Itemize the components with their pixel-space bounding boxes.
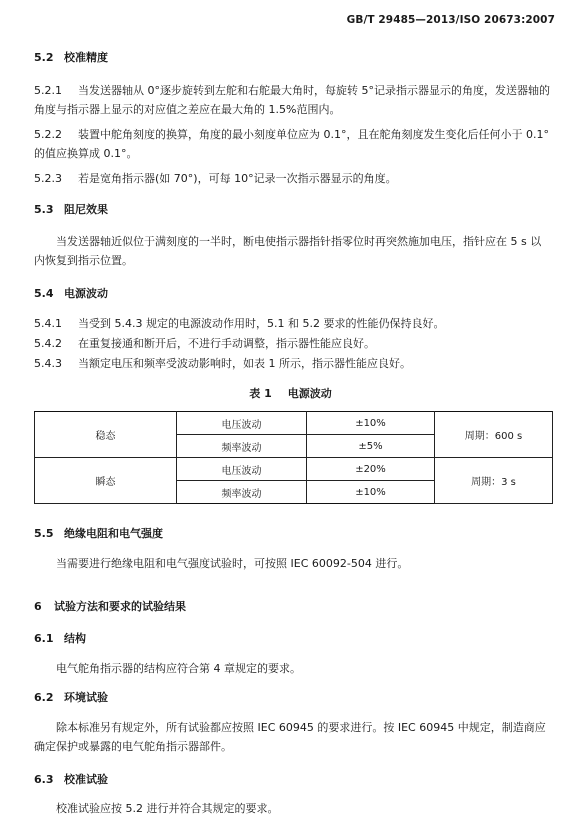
section-heading-6-3	[34, 771, 108, 787]
clause-number: 5.4.2	[34, 337, 62, 350]
standard-header: GB/T 29485—2013/ISO 20673:2007	[346, 14, 555, 26]
clause-text: 在重复接通和断开后，不进行手动调整，指示器性能应良好。	[78, 337, 375, 350]
clause-text: 若是宽角指示器(如 70°)，可每 10°记录一次指示器显示的角度。	[78, 172, 397, 185]
table-cell-period: 周期：600 s	[435, 412, 553, 458]
section-title: 校准精度	[64, 51, 108, 64]
section-heading-6-1	[34, 630, 86, 646]
section-number: 6.2	[34, 691, 54, 704]
clause-number: 5.2.1	[34, 84, 62, 97]
section-paragraph: 当发送器轴近似位于满刻度的一半时，断电使指示器指针指零位时再突然施加电压，指针应在 5 s 以内恢复到指示位置。	[34, 235, 542, 267]
power-fluctuation-table	[34, 411, 553, 504]
section-paragraph: 当需要进行绝缘电阻和电气强度试验时，可按照 IEC 60092-504 进行。	[56, 557, 409, 570]
section-heading-5-5	[34, 525, 163, 541]
clause-text: 当额定电压和频率受波动影响时，如表 1 所示，指示器性能应良好。	[78, 357, 411, 370]
section-title: 阻尼效果	[64, 203, 108, 216]
section-paragraph: 除本标准另有规定外，所有试验都应按照 IEC 60945 的要求进行。按 IEC 60945 中规定，制造商应确定保护或暴露的电气舵角指示器部件。	[34, 721, 546, 753]
section-heading-6	[34, 598, 186, 614]
section-title: 校准试验	[64, 773, 108, 786]
section-title: 电源波动	[64, 287, 108, 300]
section-number: 5.4	[34, 287, 54, 300]
clause-text: 当发送器轴从 0°逐步旋转到左舵和右舵最大角时，每旋转 5°记录指示器显示的角度，发送器轴的角度与指示器上显示的对应值之差应在最大角的 1.5%范围内。	[34, 84, 550, 116]
clause-number: 5.4.1	[34, 317, 62, 330]
table-cell-type: 电压波动	[177, 412, 307, 435]
section-heading-6-2	[34, 689, 108, 705]
section-heading-5-4	[34, 285, 108, 301]
clause-number: 5.4.3	[34, 357, 62, 370]
table-cell-period: 周期：3 s	[435, 458, 553, 504]
table-row	[35, 412, 553, 435]
clause-number: 5.2.3	[34, 172, 62, 185]
section-heading-5-3	[34, 201, 108, 217]
section-number: 5.5	[34, 527, 54, 540]
table-row	[35, 458, 553, 481]
clause-5-2-2	[34, 125, 552, 163]
section-number: 6.1	[34, 632, 54, 645]
section-number: 6.3	[34, 773, 54, 786]
table-cell-value: ±5%	[307, 435, 435, 458]
clause-5-4-1	[34, 314, 552, 333]
clause-5-4-2	[34, 334, 552, 353]
table-cell-value: ±10%	[307, 481, 435, 504]
section-title: 结构	[64, 632, 86, 645]
section-title: 环境试验	[64, 691, 108, 704]
section-paragraph: 电气舵角指示器的结构应符合第 4 章规定的要求。	[56, 662, 301, 675]
clause-text: 当受到 5.4.3 规定的电源波动作用时，5.1 和 5.2 要求的性能仍保持良好。	[78, 317, 445, 330]
clause-5-2-1	[34, 81, 552, 119]
table-cell-group: 瞬态	[35, 458, 177, 504]
section-number: 5.3	[34, 203, 54, 216]
clause-5-2-3	[34, 169, 552, 188]
table-title: 电源波动	[287, 387, 332, 400]
section-number: 6	[34, 600, 42, 613]
clause-number: 5.2.2	[34, 128, 62, 141]
table-number: 表 1	[249, 387, 272, 400]
table-cell-type: 频率波动	[177, 481, 307, 504]
section-title: 试验方法和要求的试验结果	[54, 600, 186, 613]
section-number: 5.2	[34, 51, 54, 64]
table-cell-value: ±10%	[307, 412, 435, 435]
section-paragraph: 校准试验应按 5.2 进行并符合其规定的要求。	[56, 802, 279, 815]
table-caption	[0, 385, 581, 401]
table-cell-type: 电压波动	[177, 458, 307, 481]
table-cell-group: 稳态	[35, 412, 177, 458]
clause-text: 装置中舵角刻度的换算，角度的最小刻度单位应为 0.1°，且在舵角刻度发生变化后任何小于 0.1°的值应换算成 0.1°。	[34, 128, 549, 160]
table-cell-value: ±20%	[307, 458, 435, 481]
clause-5-4-3	[34, 354, 552, 373]
section-heading-5-2	[34, 49, 108, 65]
table-cell-type: 频率波动	[177, 435, 307, 458]
section-title: 绝缘电阻和电气强度	[64, 527, 163, 540]
